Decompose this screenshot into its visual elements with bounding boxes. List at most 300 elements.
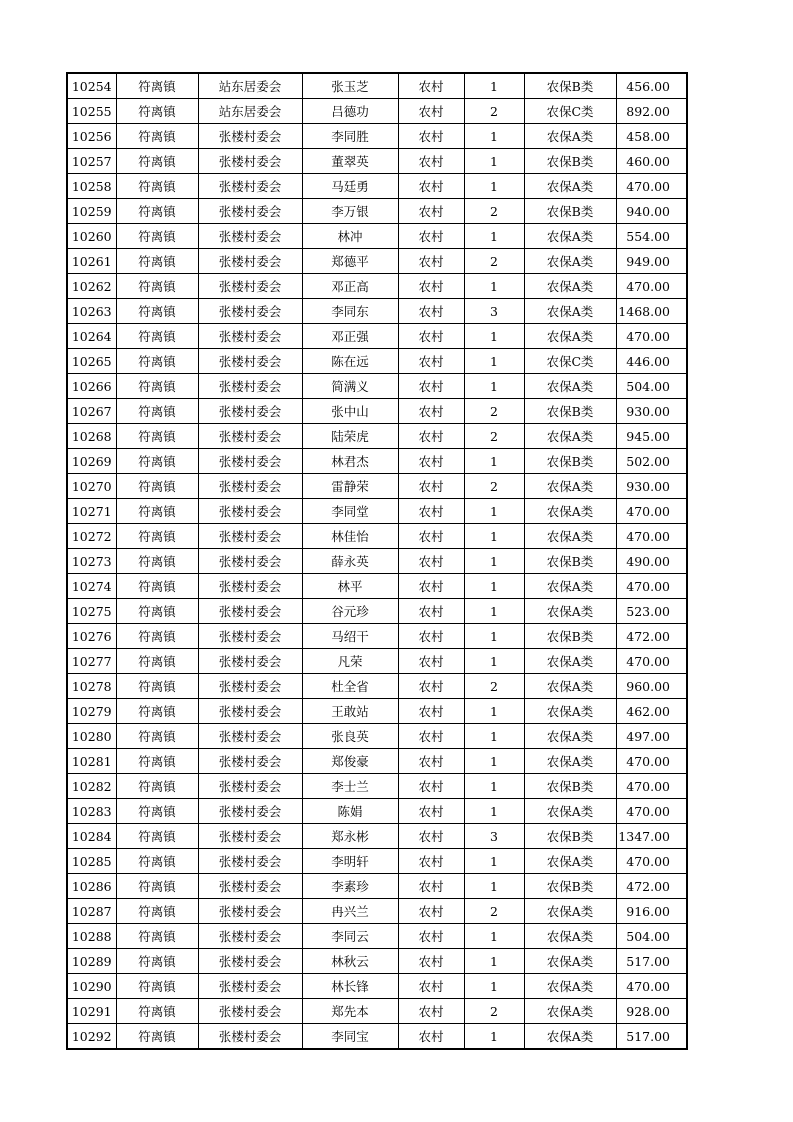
- name-cell: 邓正高: [302, 274, 398, 299]
- household-count-cell: 1: [464, 549, 524, 574]
- insurance-class-cell: 农保A类: [524, 699, 616, 724]
- town-cell: 符离镇: [116, 224, 198, 249]
- committee-cell: 张楼村委会: [198, 699, 302, 724]
- household-count-cell: 2: [464, 424, 524, 449]
- record-id-cell: 10282: [67, 774, 116, 799]
- committee-cell: 张楼村委会: [198, 674, 302, 699]
- amount-cell: 930.00: [616, 474, 687, 499]
- insurance-class-cell: 农保A类: [524, 724, 616, 749]
- record-id-cell: 10273: [67, 549, 116, 574]
- record-id-cell: 10254: [67, 73, 116, 99]
- name-cell: 杜全省: [302, 674, 398, 699]
- insurance-class-cell: 农保A类: [524, 949, 616, 974]
- amount-cell: 1468.00: [616, 299, 687, 324]
- household-count-cell: 1: [464, 324, 524, 349]
- amount-cell: 502.00: [616, 449, 687, 474]
- insurance-class-cell: 农保B类: [524, 549, 616, 574]
- name-cell: 张中山: [302, 399, 398, 424]
- name-cell: 雷静荣: [302, 474, 398, 499]
- household-count-cell: 2: [464, 474, 524, 499]
- name-cell: 凡荣: [302, 649, 398, 674]
- name-cell: 李士兰: [302, 774, 398, 799]
- committee-cell: 张楼村委会: [198, 924, 302, 949]
- name-cell: 陈娟: [302, 799, 398, 824]
- table-row: [67, 324, 687, 349]
- amount-cell: 940.00: [616, 199, 687, 224]
- name-cell: 郑先本: [302, 999, 398, 1024]
- committee-cell: 张楼村委会: [198, 899, 302, 924]
- committee-cell: 张楼村委会: [198, 174, 302, 199]
- area-type-cell: 农村: [398, 924, 464, 949]
- name-cell: 林长锋: [302, 974, 398, 999]
- insurance-class-cell: 农保B类: [524, 199, 616, 224]
- table-row: [67, 799, 687, 824]
- household-count-cell: 1: [464, 649, 524, 674]
- committee-cell: 张楼村委会: [198, 624, 302, 649]
- town-cell: 符离镇: [116, 524, 198, 549]
- record-id-cell: 10267: [67, 399, 116, 424]
- town-cell: 符离镇: [116, 574, 198, 599]
- name-cell: 林君杰: [302, 449, 398, 474]
- table-row: [67, 999, 687, 1024]
- insurance-class-cell: 农保B类: [524, 774, 616, 799]
- household-count-cell: 1: [464, 174, 524, 199]
- household-count-cell: 1: [464, 874, 524, 899]
- table-row: [67, 624, 687, 649]
- household-count-cell: 1: [464, 499, 524, 524]
- area-type-cell: 农村: [398, 349, 464, 374]
- amount-cell: 458.00: [616, 124, 687, 149]
- table-row: [67, 699, 687, 724]
- record-id-cell: 10259: [67, 199, 116, 224]
- insurance-class-cell: 农保A类: [524, 924, 616, 949]
- name-cell: 李同宝: [302, 1024, 398, 1050]
- amount-cell: 949.00: [616, 249, 687, 274]
- table-row: [67, 599, 687, 624]
- committee-cell: 张楼村委会: [198, 724, 302, 749]
- table-row: [67, 924, 687, 949]
- area-type-cell: 农村: [398, 424, 464, 449]
- name-cell: 李同堂: [302, 499, 398, 524]
- insurance-class-cell: 农保A类: [524, 474, 616, 499]
- amount-cell: 470.00: [616, 974, 687, 999]
- town-cell: 符离镇: [116, 124, 198, 149]
- name-cell: 郑俊豪: [302, 749, 398, 774]
- amount-cell: 490.00: [616, 549, 687, 574]
- insurance-class-cell: 农保A类: [524, 749, 616, 774]
- record-id-cell: 10280: [67, 724, 116, 749]
- record-id-cell: 10255: [67, 99, 116, 124]
- amount-cell: 945.00: [616, 424, 687, 449]
- area-type-cell: 农村: [398, 749, 464, 774]
- committee-cell: 张楼村委会: [198, 274, 302, 299]
- committee-cell: 张楼村委会: [198, 599, 302, 624]
- amount-cell: 456.00: [616, 73, 687, 99]
- committee-cell: 张楼村委会: [198, 849, 302, 874]
- record-id-cell: 10271: [67, 499, 116, 524]
- area-type-cell: 农村: [398, 599, 464, 624]
- area-type-cell: 农村: [398, 624, 464, 649]
- table-row: [67, 474, 687, 499]
- amount-cell: 470.00: [616, 849, 687, 874]
- name-cell: 李素珍: [302, 874, 398, 899]
- household-count-cell: 1: [464, 374, 524, 399]
- table-row: [67, 149, 687, 174]
- insurance-class-cell: 农保A类: [524, 799, 616, 824]
- committee-cell: 张楼村委会: [198, 999, 302, 1024]
- name-cell: 马绍干: [302, 624, 398, 649]
- area-type-cell: 农村: [398, 449, 464, 474]
- area-type-cell: 农村: [398, 324, 464, 349]
- insurance-class-cell: 农保C类: [524, 99, 616, 124]
- area-type-cell: 农村: [398, 499, 464, 524]
- committee-cell: 张楼村委会: [198, 574, 302, 599]
- amount-cell: 470.00: [616, 799, 687, 824]
- amount-cell: 470.00: [616, 649, 687, 674]
- amount-cell: 470.00: [616, 499, 687, 524]
- name-cell: 林平: [302, 574, 398, 599]
- town-cell: 符离镇: [116, 249, 198, 274]
- household-count-cell: 1: [464, 349, 524, 374]
- insurance-class-cell: 农保A类: [524, 499, 616, 524]
- household-count-cell: 1: [464, 449, 524, 474]
- area-type-cell: 农村: [398, 199, 464, 224]
- name-cell: 李同云: [302, 924, 398, 949]
- amount-cell: 504.00: [616, 924, 687, 949]
- town-cell: 符离镇: [116, 899, 198, 924]
- table-row: [67, 174, 687, 199]
- committee-cell: 张楼村委会: [198, 549, 302, 574]
- table-row: [67, 549, 687, 574]
- table-row: [67, 674, 687, 699]
- town-cell: 符离镇: [116, 274, 198, 299]
- table-row: [67, 424, 687, 449]
- insurance-class-cell: 农保A类: [524, 124, 616, 149]
- name-cell: 简满义: [302, 374, 398, 399]
- area-type-cell: 农村: [398, 73, 464, 99]
- amount-cell: 470.00: [616, 749, 687, 774]
- insurance-class-cell: 农保A类: [524, 674, 616, 699]
- area-type-cell: 农村: [398, 824, 464, 849]
- table-row: [67, 274, 687, 299]
- record-id-cell: 10284: [67, 824, 116, 849]
- table-row: [67, 724, 687, 749]
- insurance-class-cell: 农保B类: [524, 149, 616, 174]
- area-type-cell: 农村: [398, 524, 464, 549]
- household-count-cell: 1: [464, 724, 524, 749]
- town-cell: 符离镇: [116, 399, 198, 424]
- amount-cell: 517.00: [616, 949, 687, 974]
- area-type-cell: 农村: [398, 549, 464, 574]
- committee-cell: 站东居委会: [198, 99, 302, 124]
- committee-cell: 张楼村委会: [198, 224, 302, 249]
- household-count-cell: 3: [464, 299, 524, 324]
- town-cell: 符离镇: [116, 799, 198, 824]
- record-id-cell: 10274: [67, 574, 116, 599]
- record-id-cell: 10287: [67, 899, 116, 924]
- committee-cell: 张楼村委会: [198, 324, 302, 349]
- committee-cell: 张楼村委会: [198, 524, 302, 549]
- table-row: [67, 899, 687, 924]
- insurance-class-cell: 农保A类: [524, 374, 616, 399]
- amount-cell: 470.00: [616, 524, 687, 549]
- town-cell: 符离镇: [116, 199, 198, 224]
- table-row: [67, 574, 687, 599]
- household-count-cell: 2: [464, 199, 524, 224]
- town-cell: 符离镇: [116, 374, 198, 399]
- area-type-cell: 农村: [398, 174, 464, 199]
- household-count-cell: 1: [464, 624, 524, 649]
- town-cell: 符离镇: [116, 849, 198, 874]
- record-id-cell: 10256: [67, 124, 116, 149]
- household-count-cell: 1: [464, 949, 524, 974]
- name-cell: 林冲: [302, 224, 398, 249]
- record-id-cell: 10288: [67, 924, 116, 949]
- insurance-class-cell: 农保A类: [524, 524, 616, 549]
- committee-cell: 张楼村委会: [198, 374, 302, 399]
- household-count-cell: 2: [464, 674, 524, 699]
- record-id-cell: 10281: [67, 749, 116, 774]
- area-type-cell: 农村: [398, 974, 464, 999]
- area-type-cell: 农村: [398, 999, 464, 1024]
- town-cell: 符离镇: [116, 499, 198, 524]
- record-id-cell: 10291: [67, 999, 116, 1024]
- insurance-class-cell: 农保A类: [524, 974, 616, 999]
- table-row: [67, 349, 687, 374]
- record-id-cell: 10279: [67, 699, 116, 724]
- committee-cell: 张楼村委会: [198, 149, 302, 174]
- insurance-class-cell: 农保B类: [524, 874, 616, 899]
- table-row: [67, 874, 687, 899]
- town-cell: 符离镇: [116, 624, 198, 649]
- amount-cell: 472.00: [616, 874, 687, 899]
- record-id-cell: 10292: [67, 1024, 116, 1050]
- area-type-cell: 农村: [398, 149, 464, 174]
- committee-cell: 张楼村委会: [198, 349, 302, 374]
- area-type-cell: 农村: [398, 99, 464, 124]
- town-cell: 符离镇: [116, 299, 198, 324]
- insurance-class-cell: 农保A类: [524, 899, 616, 924]
- committee-cell: 张楼村委会: [198, 199, 302, 224]
- name-cell: 冉兴兰: [302, 899, 398, 924]
- area-type-cell: 农村: [398, 899, 464, 924]
- household-count-cell: 2: [464, 249, 524, 274]
- name-cell: 林佳怡: [302, 524, 398, 549]
- table-row: [67, 649, 687, 674]
- area-type-cell: 农村: [398, 399, 464, 424]
- record-id-cell: 10272: [67, 524, 116, 549]
- area-type-cell: 农村: [398, 224, 464, 249]
- name-cell: 吕德功: [302, 99, 398, 124]
- area-type-cell: 农村: [398, 1024, 464, 1050]
- town-cell: 符离镇: [116, 824, 198, 849]
- household-count-cell: 1: [464, 799, 524, 824]
- committee-cell: 张楼村委会: [198, 399, 302, 424]
- committee-cell: 张楼村委会: [198, 824, 302, 849]
- insurance-class-cell: 农保B类: [524, 73, 616, 99]
- record-id-cell: 10275: [67, 599, 116, 624]
- town-cell: 符离镇: [116, 649, 198, 674]
- committee-cell: 张楼村委会: [198, 974, 302, 999]
- household-count-cell: 1: [464, 224, 524, 249]
- name-cell: 陆荣虎: [302, 424, 398, 449]
- amount-cell: 470.00: [616, 574, 687, 599]
- committee-cell: 张楼村委会: [198, 499, 302, 524]
- area-type-cell: 农村: [398, 724, 464, 749]
- household-count-cell: 1: [464, 1024, 524, 1050]
- town-cell: 符离镇: [116, 874, 198, 899]
- area-type-cell: 农村: [398, 874, 464, 899]
- amount-cell: 460.00: [616, 149, 687, 174]
- committee-cell: 张楼村委会: [198, 1024, 302, 1050]
- name-cell: 薛永英: [302, 549, 398, 574]
- insurance-class-cell: 农保A类: [524, 574, 616, 599]
- record-id-cell: 10286: [67, 874, 116, 899]
- amount-cell: 470.00: [616, 274, 687, 299]
- area-type-cell: 农村: [398, 649, 464, 674]
- insurance-class-cell: 农保A类: [524, 424, 616, 449]
- table-row: [67, 73, 687, 99]
- insurance-class-cell: 农保A类: [524, 999, 616, 1024]
- record-id-cell: 10260: [67, 224, 116, 249]
- table-row: [67, 499, 687, 524]
- household-count-cell: 1: [464, 749, 524, 774]
- amount-cell: 446.00: [616, 349, 687, 374]
- committee-cell: 张楼村委会: [198, 449, 302, 474]
- committee-cell: 张楼村委会: [198, 424, 302, 449]
- amount-cell: 930.00: [616, 399, 687, 424]
- record-id-cell: 10261: [67, 249, 116, 274]
- name-cell: 林秋云: [302, 949, 398, 974]
- table-row: [67, 949, 687, 974]
- table-row: [67, 374, 687, 399]
- table-row: [67, 974, 687, 999]
- area-type-cell: 农村: [398, 124, 464, 149]
- household-count-cell: 2: [464, 99, 524, 124]
- insurance-class-cell: 农保A类: [524, 599, 616, 624]
- amount-cell: 517.00: [616, 1024, 687, 1050]
- amount-cell: 1347.00: [616, 824, 687, 849]
- household-count-cell: 3: [464, 824, 524, 849]
- amount-cell: 554.00: [616, 224, 687, 249]
- amount-cell: 523.00: [616, 599, 687, 624]
- record-id-cell: 10289: [67, 949, 116, 974]
- name-cell: 李明轩: [302, 849, 398, 874]
- committee-cell: 张楼村委会: [198, 749, 302, 774]
- town-cell: 符离镇: [116, 324, 198, 349]
- amount-cell: 472.00: [616, 624, 687, 649]
- record-id-cell: 10264: [67, 324, 116, 349]
- table-row: [67, 849, 687, 874]
- table-row: [67, 224, 687, 249]
- area-type-cell: 农村: [398, 374, 464, 399]
- amount-cell: 497.00: [616, 724, 687, 749]
- table-row: [67, 449, 687, 474]
- committee-cell: 张楼村委会: [198, 649, 302, 674]
- table-row: [67, 749, 687, 774]
- insurance-class-cell: 农保A类: [524, 249, 616, 274]
- household-count-cell: 1: [464, 699, 524, 724]
- table-body: [67, 73, 687, 1049]
- area-type-cell: 农村: [398, 799, 464, 824]
- town-cell: 符离镇: [116, 149, 198, 174]
- insurance-class-cell: 农保A类: [524, 224, 616, 249]
- amount-cell: 504.00: [616, 374, 687, 399]
- insurance-class-cell: 农保B类: [524, 399, 616, 424]
- table-row: [67, 1024, 687, 1050]
- insurance-class-cell: 农保B类: [524, 449, 616, 474]
- name-cell: 马廷勇: [302, 174, 398, 199]
- committee-cell: 站东居委会: [198, 73, 302, 99]
- area-type-cell: 农村: [398, 574, 464, 599]
- record-id-cell: 10268: [67, 424, 116, 449]
- insurance-class-cell: 农保A类: [524, 849, 616, 874]
- town-cell: 符离镇: [116, 73, 198, 99]
- amount-cell: 960.00: [616, 674, 687, 699]
- table-row: [67, 199, 687, 224]
- amount-cell: 462.00: [616, 699, 687, 724]
- name-cell: 郑永彬: [302, 824, 398, 849]
- table-row: [67, 824, 687, 849]
- committee-cell: 张楼村委会: [198, 949, 302, 974]
- area-type-cell: 农村: [398, 849, 464, 874]
- name-cell: 张玉芝: [302, 73, 398, 99]
- table-row: [67, 524, 687, 549]
- amount-cell: 470.00: [616, 774, 687, 799]
- record-id-cell: 10290: [67, 974, 116, 999]
- area-type-cell: 农村: [398, 299, 464, 324]
- record-id-cell: 10263: [67, 299, 116, 324]
- insurance-class-cell: 农保A类: [524, 274, 616, 299]
- record-id-cell: 10265: [67, 349, 116, 374]
- name-cell: 谷元珍: [302, 599, 398, 624]
- town-cell: 符离镇: [116, 99, 198, 124]
- household-count-cell: 1: [464, 73, 524, 99]
- town-cell: 符离镇: [116, 949, 198, 974]
- record-id-cell: 10270: [67, 474, 116, 499]
- household-count-cell: 1: [464, 149, 524, 174]
- committee-cell: 张楼村委会: [198, 474, 302, 499]
- town-cell: 符离镇: [116, 349, 198, 374]
- town-cell: 符离镇: [116, 774, 198, 799]
- town-cell: 符离镇: [116, 474, 198, 499]
- insurance-class-cell: 农保B类: [524, 824, 616, 849]
- name-cell: 张良英: [302, 724, 398, 749]
- record-id-cell: 10269: [67, 449, 116, 474]
- committee-cell: 张楼村委会: [198, 299, 302, 324]
- name-cell: 陈在远: [302, 349, 398, 374]
- table-row: [67, 399, 687, 424]
- town-cell: 符离镇: [116, 924, 198, 949]
- record-id-cell: 10257: [67, 149, 116, 174]
- household-count-cell: 1: [464, 274, 524, 299]
- area-type-cell: 农村: [398, 774, 464, 799]
- committee-cell: 张楼村委会: [198, 774, 302, 799]
- household-count-cell: 1: [464, 574, 524, 599]
- town-cell: 符离镇: [116, 549, 198, 574]
- town-cell: 符离镇: [116, 974, 198, 999]
- record-id-cell: 10278: [67, 674, 116, 699]
- name-cell: 李万银: [302, 199, 398, 224]
- data-table: [66, 72, 688, 1050]
- name-cell: 郑德平: [302, 249, 398, 274]
- table-row: [67, 774, 687, 799]
- town-cell: 符离镇: [116, 1024, 198, 1050]
- household-count-cell: 1: [464, 599, 524, 624]
- insurance-class-cell: 农保A类: [524, 1024, 616, 1050]
- area-type-cell: 农村: [398, 474, 464, 499]
- committee-cell: 张楼村委会: [198, 799, 302, 824]
